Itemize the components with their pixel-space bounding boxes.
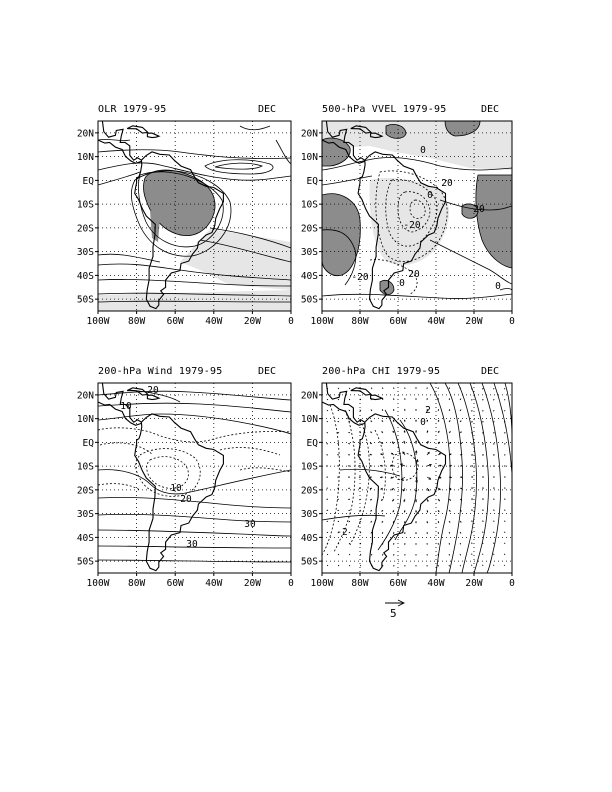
wind-vector-head	[505, 444, 506, 445]
olr-shade-light	[180, 229, 291, 290]
wind-vector-head	[338, 410, 339, 411]
wind-vector-head	[472, 543, 473, 544]
wind-lat-tick-label: 40S	[76, 532, 94, 544]
vvel-lon-tick-label: 0	[509, 316, 515, 327]
wind-vector-head	[327, 499, 328, 500]
wind-contour-label: 20	[147, 385, 159, 396]
wind-vector-head	[427, 399, 428, 400]
vvel-lon-tick-label: 20W	[465, 316, 483, 327]
wind-vector-head	[494, 488, 495, 489]
olr-lat-tick-label: 50S	[76, 294, 94, 306]
wind-contour-label: 10	[120, 401, 132, 412]
wind-vector-head	[483, 444, 484, 445]
vvel-lat-tick-label: 10S	[300, 199, 318, 211]
wind-vector-head	[494, 499, 495, 500]
olr-lon-tick-label: 40W	[205, 316, 223, 327]
vvel-lon-tick-label: 40W	[427, 316, 445, 327]
chi-lon-tick-label: 40W	[427, 578, 445, 589]
wind-vector-head	[505, 422, 506, 423]
wind-vector-head	[494, 444, 495, 445]
wind-vector-head	[505, 433, 506, 434]
olr-lat-tick-label: 20S	[76, 223, 94, 235]
vvel-lon-tick-label: 80W	[351, 316, 369, 327]
chi-lat-tick-label: 40S	[300, 532, 318, 544]
wind-vector-head	[416, 555, 417, 556]
wind-vector-head	[483, 532, 484, 533]
wind-vector-head	[360, 554, 361, 555]
wind-vector-head	[349, 466, 350, 467]
wind-lon-tick-label: 100W	[86, 578, 110, 589]
wind-vector-head	[405, 544, 406, 545]
wind-vector-head	[494, 400, 495, 401]
wind-vector-head	[416, 399, 417, 400]
vvel-shade-dark-south	[380, 280, 394, 294]
wind-vector-head	[494, 532, 495, 533]
wind-vector-head	[472, 444, 473, 445]
vvel-panel-month: DEC	[481, 104, 500, 115]
wind-vector-head	[349, 488, 350, 489]
wind-vector-head	[359, 477, 360, 478]
chi-frame	[319, 383, 512, 576]
olr-lat-tick-label: 10N	[76, 152, 94, 164]
wind-vector-head	[327, 410, 328, 411]
wind-vector-head	[405, 533, 406, 534]
chi-map-panel	[322, 383, 512, 573]
wind-vector-head	[359, 488, 360, 489]
wind-vector-head	[349, 455, 350, 456]
vvel-contour-label: 20	[408, 269, 420, 280]
chi-lat-tick-label: 50S	[300, 556, 318, 568]
wind-vector-head	[327, 477, 328, 478]
wind-vector-head	[505, 499, 506, 500]
chi-lon-tick-label: 80W	[351, 578, 369, 589]
wind-vector-head	[427, 566, 428, 567]
wind-vector-head	[472, 510, 473, 511]
wind-vector-head	[494, 433, 495, 434]
wind-vector-head	[338, 477, 339, 478]
vvel-lon-tick-label: 100W	[310, 316, 334, 327]
wind-lat-tick-label: 10S	[76, 461, 94, 473]
wind-vector-head	[483, 411, 484, 412]
vvel-shade-dark-east	[476, 175, 512, 268]
wind-vector-head	[416, 566, 417, 567]
wind-vector-head	[327, 488, 328, 489]
wind-vector-head	[405, 388, 406, 389]
wind-vector-head	[472, 455, 473, 456]
wind-vector-head	[405, 409, 406, 410]
reference-vector-label: 5	[390, 607, 397, 620]
olr-panel-month: DEC	[258, 104, 277, 115]
vvel-contour-label: -20	[351, 272, 369, 283]
olr-lon-tick-label: 60W	[166, 316, 184, 327]
vvel-lat-tick-label: EQ	[306, 175, 318, 187]
vvel-lat-tick-label: 50S	[300, 294, 318, 306]
wind-vector-head	[427, 388, 428, 389]
chi-lat-tick-label: 30S	[300, 509, 318, 521]
wind-vector-head	[404, 420, 405, 421]
wind-vector-head	[383, 566, 384, 567]
vvel-contour-label: 0	[420, 145, 426, 156]
wind-lon-tick-label: 20W	[243, 578, 261, 589]
wind-lon-tick-label: 0	[288, 578, 294, 589]
chi-lat-tick-label: 10S	[300, 461, 318, 473]
wind-vector-head	[483, 433, 484, 434]
wind-vector-head	[483, 510, 484, 511]
wind-vector-head	[416, 388, 417, 389]
wind-vector-head	[359, 466, 360, 467]
wind-vector-head	[438, 566, 439, 567]
wind-vector-head	[494, 422, 495, 423]
wind-vector-head	[349, 399, 350, 400]
vvel-lat-tick-label: 40S	[300, 270, 318, 282]
reference-vector	[385, 600, 404, 606]
wind-vector-head	[427, 533, 428, 534]
chi-lon-tick-label: 100W	[310, 578, 334, 589]
wind-vector-head	[472, 422, 473, 423]
vvel-contour-label: 20	[473, 204, 485, 215]
wind-vector-head	[483, 488, 484, 489]
wind-vector-head	[472, 521, 473, 522]
wind-lat-tick-label: 20N	[76, 390, 94, 402]
olr-map-panel	[98, 126, 291, 311]
wind-lat-tick-label: EQ	[82, 437, 94, 449]
wind-lon-tick-label: 60W	[166, 578, 184, 589]
wind-lat-tick-label: 10N	[76, 414, 94, 426]
wind-vector-head	[327, 532, 328, 533]
vvel-lat-tick-label: 30S	[300, 247, 318, 259]
vvel-contour-label: 0	[495, 281, 501, 292]
olr-panel-title: OLR 1979-95	[98, 104, 167, 115]
wind-vector-head	[327, 455, 328, 456]
wind-vector-head	[505, 510, 506, 511]
vvel-contour-label: -20	[403, 220, 421, 231]
wind-contour-label: 30	[186, 539, 198, 550]
wind-panel-title: 200-hPa Wind 1979-95	[98, 366, 223, 377]
olr-lat-tick-label: 30S	[76, 247, 94, 259]
wind-vector-head	[472, 389, 473, 390]
wind-vector-head	[505, 521, 506, 522]
wind-vector-head	[438, 410, 439, 411]
wind-lon-tick-label: 40W	[205, 578, 223, 589]
wind-vector-head	[416, 544, 417, 545]
wind-vector-head	[483, 543, 484, 544]
wind-vector-head	[427, 544, 428, 545]
wind-coastline	[98, 383, 223, 571]
wind-vector-head	[404, 522, 405, 523]
wind-vector-head	[472, 499, 473, 500]
wind-vector-head	[472, 466, 473, 467]
wind-vector-head	[472, 477, 473, 478]
wind-vector-head	[338, 543, 339, 544]
wind-vector-head	[438, 399, 439, 400]
chi-contour-label: -2	[336, 527, 348, 538]
wind-vector-head	[472, 411, 473, 412]
wind-vector-head	[494, 455, 495, 456]
wind-vector-head	[494, 510, 495, 511]
chi-lon-tick-label: 0	[509, 578, 515, 589]
vvel-lat-tick-label: 20N	[300, 128, 318, 140]
olr-lat-tick-label: 10S	[76, 199, 94, 211]
chi-contour-label: 2	[425, 405, 431, 416]
wind-lat-tick-label: 50S	[76, 556, 94, 568]
wind-vector-head	[438, 555, 439, 556]
wind-lat-tick-label: 20S	[76, 485, 94, 497]
wind-vector-head	[483, 422, 484, 423]
wind-vector-head	[338, 432, 339, 433]
vvel-lat-tick-label: 10N	[300, 152, 318, 164]
wind-map-panel	[98, 390, 291, 562]
chi-lat-tick-label: 10N	[300, 414, 318, 426]
wind-vector-head	[405, 566, 406, 567]
vvel-contour-label: 20	[441, 178, 453, 189]
chi-panel-title: 200-hPa CHI 1979-95	[322, 366, 441, 377]
wind-vector-head	[483, 455, 484, 456]
wind-vector-head	[349, 477, 350, 478]
wind-contour-label: 10	[170, 483, 182, 494]
vvel-panel-title: 500-hPa VVEL 1979-95	[322, 104, 447, 115]
olr-lat-tick-label: 20N	[76, 128, 94, 140]
wind-vector-head	[494, 521, 495, 522]
wind-vector-head	[472, 400, 473, 401]
wind-vector-head	[338, 455, 339, 456]
wind-vector-head	[472, 554, 473, 555]
olr-lon-tick-label: 100W	[86, 316, 110, 327]
chi-lat-tick-label: EQ	[306, 437, 318, 449]
wind-vector-head	[338, 444, 339, 445]
wind-lon-tick-label: 80W	[128, 578, 146, 589]
wind-vector-head	[416, 409, 417, 410]
wind-vector-head	[483, 521, 484, 522]
chi-lat-tick-label: 20N	[300, 390, 318, 402]
wind-vector-head	[416, 533, 417, 534]
chi-lat-tick-label: 20S	[300, 485, 318, 497]
wind-vector-head	[483, 389, 484, 390]
wind-vector-head	[483, 477, 484, 478]
wind-vector-head	[394, 566, 395, 567]
wind-vector-head	[416, 420, 417, 421]
olr-lon-tick-label: 20W	[243, 316, 261, 327]
vvel-shade-dark-pacific	[322, 194, 360, 276]
wind-vector-head	[394, 555, 395, 556]
wind-vector-head	[494, 411, 495, 412]
wind-vector-head	[416, 522, 417, 523]
olr-lat-tick-label: EQ	[82, 175, 94, 187]
wind-panel-month: DEC	[258, 366, 277, 377]
wind-vector-head	[505, 466, 506, 467]
chi-lon-tick-label: 60W	[389, 578, 407, 589]
wind-vector-head	[438, 388, 439, 389]
wind-vector-head	[472, 532, 473, 533]
wind-vector-head	[349, 532, 350, 533]
wind-contour-label: 20	[180, 494, 192, 505]
wind-vector-head	[405, 555, 406, 556]
vvel-contour-label: 0	[427, 190, 433, 201]
vvel-contour-label: 0	[399, 278, 405, 289]
wind-contour-label: 30	[244, 519, 256, 530]
chi-panel-month: DEC	[481, 366, 500, 377]
wind-vector-head	[393, 533, 394, 534]
wind-vector-head	[472, 433, 473, 434]
wind-vector-head	[505, 477, 506, 478]
vvel-lon-tick-label: 60W	[389, 316, 407, 327]
wind-vector-head	[427, 555, 428, 556]
vvel-lat-tick-label: 20S	[300, 223, 318, 235]
wind-vector-head	[349, 543, 350, 544]
chi-lon-tick-label: 20W	[465, 578, 483, 589]
wind-lat-tick-label: 30S	[76, 509, 94, 521]
wind-vector-head	[505, 488, 506, 489]
olr-lon-tick-label: 0	[288, 316, 294, 327]
wind-vector-head	[483, 499, 484, 500]
wind-vector-head	[359, 454, 360, 455]
wind-vector-head	[338, 399, 339, 400]
wind-vector-head	[394, 388, 395, 389]
wind-vector-head	[405, 399, 406, 400]
wind-vector-head	[472, 488, 473, 489]
olr-lat-tick-label: 40S	[76, 270, 94, 282]
olr-lon-tick-label: 80W	[128, 316, 146, 327]
vvel-shade-light	[322, 121, 512, 170]
wind-vector-head	[494, 477, 495, 478]
chi-contour-label: 0	[420, 417, 426, 428]
wind-vector-head	[505, 455, 506, 456]
